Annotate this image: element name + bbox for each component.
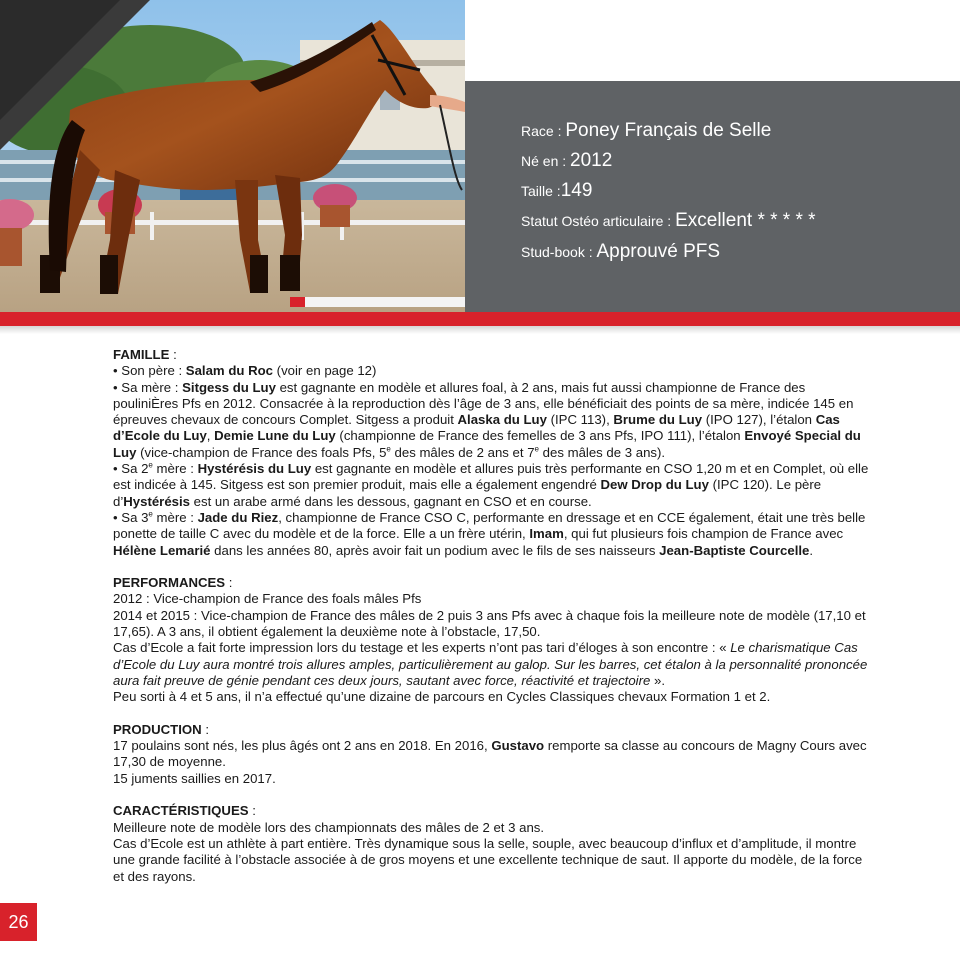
gm2-text-5: est un arabe armé dans les dessous, gagnant en CSO et en course. bbox=[189, 493, 592, 509]
info-birth-year-label: Né en : bbox=[521, 153, 571, 169]
pere-name: Salam du Roc bbox=[185, 363, 274, 379]
gm2-sup: e bbox=[148, 460, 153, 470]
main-text bbox=[113, 347, 873, 885]
info-studbook bbox=[521, 241, 720, 263]
mere-text-4: (IPO 127), l’étalon bbox=[702, 412, 816, 428]
production-heading bbox=[113, 722, 873, 738]
horse-info-panel bbox=[465, 81, 960, 312]
gm2-foal: Dew Drop du Luy bbox=[600, 477, 709, 493]
pere-text-1: • Son père : bbox=[113, 363, 186, 379]
famille-heading bbox=[113, 347, 873, 363]
divider-shadow bbox=[0, 326, 960, 334]
gm3-text-6: . bbox=[809, 542, 814, 558]
info-studbook-label: Stud-book : bbox=[521, 244, 597, 260]
performances-heading-text: PERFORMANCES bbox=[113, 575, 226, 591]
info-size-label: Taille : bbox=[521, 183, 561, 199]
famille-heading-text: FAMILLE bbox=[113, 347, 170, 362]
caracteristiques-heading-text: CARACTÉRISTIQUES bbox=[113, 803, 249, 819]
gm3-text-4: , qui fut plusieurs fois champion de France avec bbox=[563, 526, 844, 542]
mere-foal-5: Envoyé Special du Luy bbox=[113, 428, 861, 460]
performances-line-4: Peu sorti à 4 et 5 ans, il n’a effectué qu’une dizaine de parcours en Cycles Classiques chevaux Formation 1 et 2. bbox=[113, 689, 771, 705]
production-heading-text: PRODUCTION bbox=[113, 721, 202, 737]
performances-quote bbox=[113, 640, 873, 689]
famille-3e-mere bbox=[113, 510, 873, 559]
mere-foal-2: Brume du Luy bbox=[613, 412, 703, 428]
performances-heading bbox=[113, 575, 873, 591]
caracteristiques-heading bbox=[113, 803, 873, 819]
mere-text-5: , bbox=[206, 428, 215, 444]
production-text-2: remporte sa classe au concours de Magny Cours avec 17,30 de moyenne. bbox=[113, 738, 867, 770]
spacer bbox=[113, 559, 873, 575]
quote-text: Le charismatique Cas d’Ecole du Luy aura montré trois allures amples, particulièrement au galop. Sur les barres, cet étalon à la personnalité prononcée aura fait preuve de génie pendant ces deux jours, sautant avec force, réactivité et trajectoire bbox=[113, 640, 868, 688]
mere-text-9: des mâles de 3 ans). bbox=[539, 444, 666, 460]
famille-mere bbox=[113, 380, 873, 461]
mere-name: Sitgess du Luy bbox=[182, 379, 276, 395]
info-race-label: Race : bbox=[521, 123, 566, 139]
page-number: 26 bbox=[0, 903, 37, 941]
performances-heading-colon: : bbox=[225, 575, 233, 591]
caracteristiques-heading-colon: : bbox=[248, 803, 256, 819]
gm2-name-2: Hystérésis bbox=[123, 493, 190, 509]
gm3-text-1: • Sa 3 bbox=[113, 509, 149, 525]
gm2-text-4: (IPC 120). Le père d’ bbox=[113, 477, 822, 509]
gm3-text-2: mère : bbox=[152, 509, 198, 525]
info-birth-year bbox=[521, 150, 612, 172]
performances-line-1: 2012 : Vice-champion de France des foals mâles Pfs bbox=[113, 591, 422, 607]
quote-intro: Cas d’Ecole a fait forte impression lors du testage et les experts n’ont pas tari d’éloges à son encontre : « bbox=[113, 640, 731, 656]
famille-2e-mere bbox=[113, 461, 873, 510]
info-race-value: Poney Français de Selle bbox=[565, 120, 772, 141]
mere-text-1: • Sa mère : bbox=[113, 379, 183, 395]
mere-sup-2: e bbox=[534, 444, 539, 454]
caracteristiques-line-2: Cas d’Ecole est un athlète à part entière. Très dynamique sous la selle, souple, avec beaucoup d’influx et d’amplitude, il montre une grande facilité à l’obstacle associée à de gros moyens et une excellente technique de saut. Il apporte du modèle, de la force et des rayons. bbox=[113, 835, 863, 884]
info-size-value: 149 bbox=[560, 180, 593, 201]
red-divider-band bbox=[0, 312, 960, 326]
spacer bbox=[113, 706, 873, 722]
gm3-name: Jade du Riez bbox=[197, 509, 279, 525]
production-text-1: 17 poulains sont nés, les plus âgés ont 2 ans en 2018. En 2016, bbox=[113, 738, 492, 754]
mere-text-6: (championne de France des femelles de 3 ans Pfs, IPO 111), l’étalon bbox=[335, 428, 745, 444]
horse-photo bbox=[0, 0, 465, 312]
famille-heading-colon: : bbox=[169, 347, 177, 362]
info-race bbox=[521, 120, 771, 142]
pere-text-2: (voir en page 12) bbox=[273, 363, 377, 379]
info-osteo-label: Statut Ostéo articulaire : bbox=[521, 213, 676, 229]
spacer bbox=[113, 787, 873, 803]
caracteristiques-line-1: Meilleure note de modèle lors des championnats des mâles de 2 et 3 ans. bbox=[113, 819, 545, 835]
mere-foal-1: Alaska du Luy bbox=[457, 412, 547, 428]
gm3-brother: Imam bbox=[529, 526, 564, 542]
mere-text-3: (IPC 113), bbox=[546, 412, 614, 428]
mere-text-2: est gagnante en modèle et allures foal, à 2 ans, mais fut aussi championne de France des pouliniÈres Pfs en 2012. Consacrée à la reproduction dès l’âge de 3 ans, elle bénéficiait des points de sa mère, indicée 145 en épreuves chevaux de concours Complet. Sitgess a produit bbox=[113, 379, 854, 428]
performances-line-2: 2014 et 2015 : Vice-champion de France des mâles de 2 puis 3 ans Pfs avec à chaque fois la meilleure note de modèle (17,10 et 17,65). A 3 ans, il obtient également la deuxième note à l’obstacle, 17,50. bbox=[113, 607, 866, 640]
production-foal-name: Gustavo bbox=[491, 738, 545, 754]
info-osteo-status bbox=[521, 210, 816, 232]
gm3-breeder-son: Jean-Baptiste Courcelle bbox=[659, 542, 810, 558]
info-studbook-value: Approuvé PFS bbox=[596, 241, 721, 262]
mere-text-8: des mâles de 2 ans et 7 bbox=[390, 444, 535, 460]
production-line-2: 15 juments saillies en 2017. bbox=[113, 770, 276, 786]
production-line-1 bbox=[113, 738, 873, 771]
mere-foal-3: Cas d’Ecole du Luy bbox=[113, 412, 840, 444]
production-heading-colon: : bbox=[201, 721, 209, 737]
famille-pere bbox=[113, 363, 873, 379]
gm3-text-3: , championne de France CSO C, performante en dressage et en CCE également, était une très belle ponette de taille C avec du modèle et de la force. Elle a un frère utérin, bbox=[113, 509, 866, 542]
info-osteo-value: Excellent * * * * * bbox=[675, 210, 816, 231]
gm3-sup: e bbox=[148, 509, 153, 519]
mere-foal-4: Demie Lune du Luy bbox=[214, 428, 336, 444]
gm2-text-3: est gagnante en modèle et allures puis très performante en CSO 1,20 m et en Complet, où elle est indicée à 145. Sitgess est son premier produit, mais elle a également engendré bbox=[113, 461, 869, 493]
info-birth-year-value: 2012 bbox=[570, 150, 613, 171]
gm3-rider: Hélène Lemarié bbox=[113, 542, 211, 558]
gm3-text-5: dans les années 80, après avoir fait un podium avec le fils de ses naisseurs bbox=[210, 542, 660, 558]
gm2-text-1: • Sa 2 bbox=[113, 461, 149, 477]
mere-sup-1: e bbox=[386, 444, 391, 454]
gm2-text-2: mère : bbox=[152, 461, 198, 477]
gm2-name: Hystérésis du Luy bbox=[197, 461, 312, 477]
info-size bbox=[521, 180, 592, 202]
quote-end: ». bbox=[650, 672, 666, 688]
mere-text-7: (vice-champion de France des foals Pfs, 5 bbox=[136, 444, 387, 460]
